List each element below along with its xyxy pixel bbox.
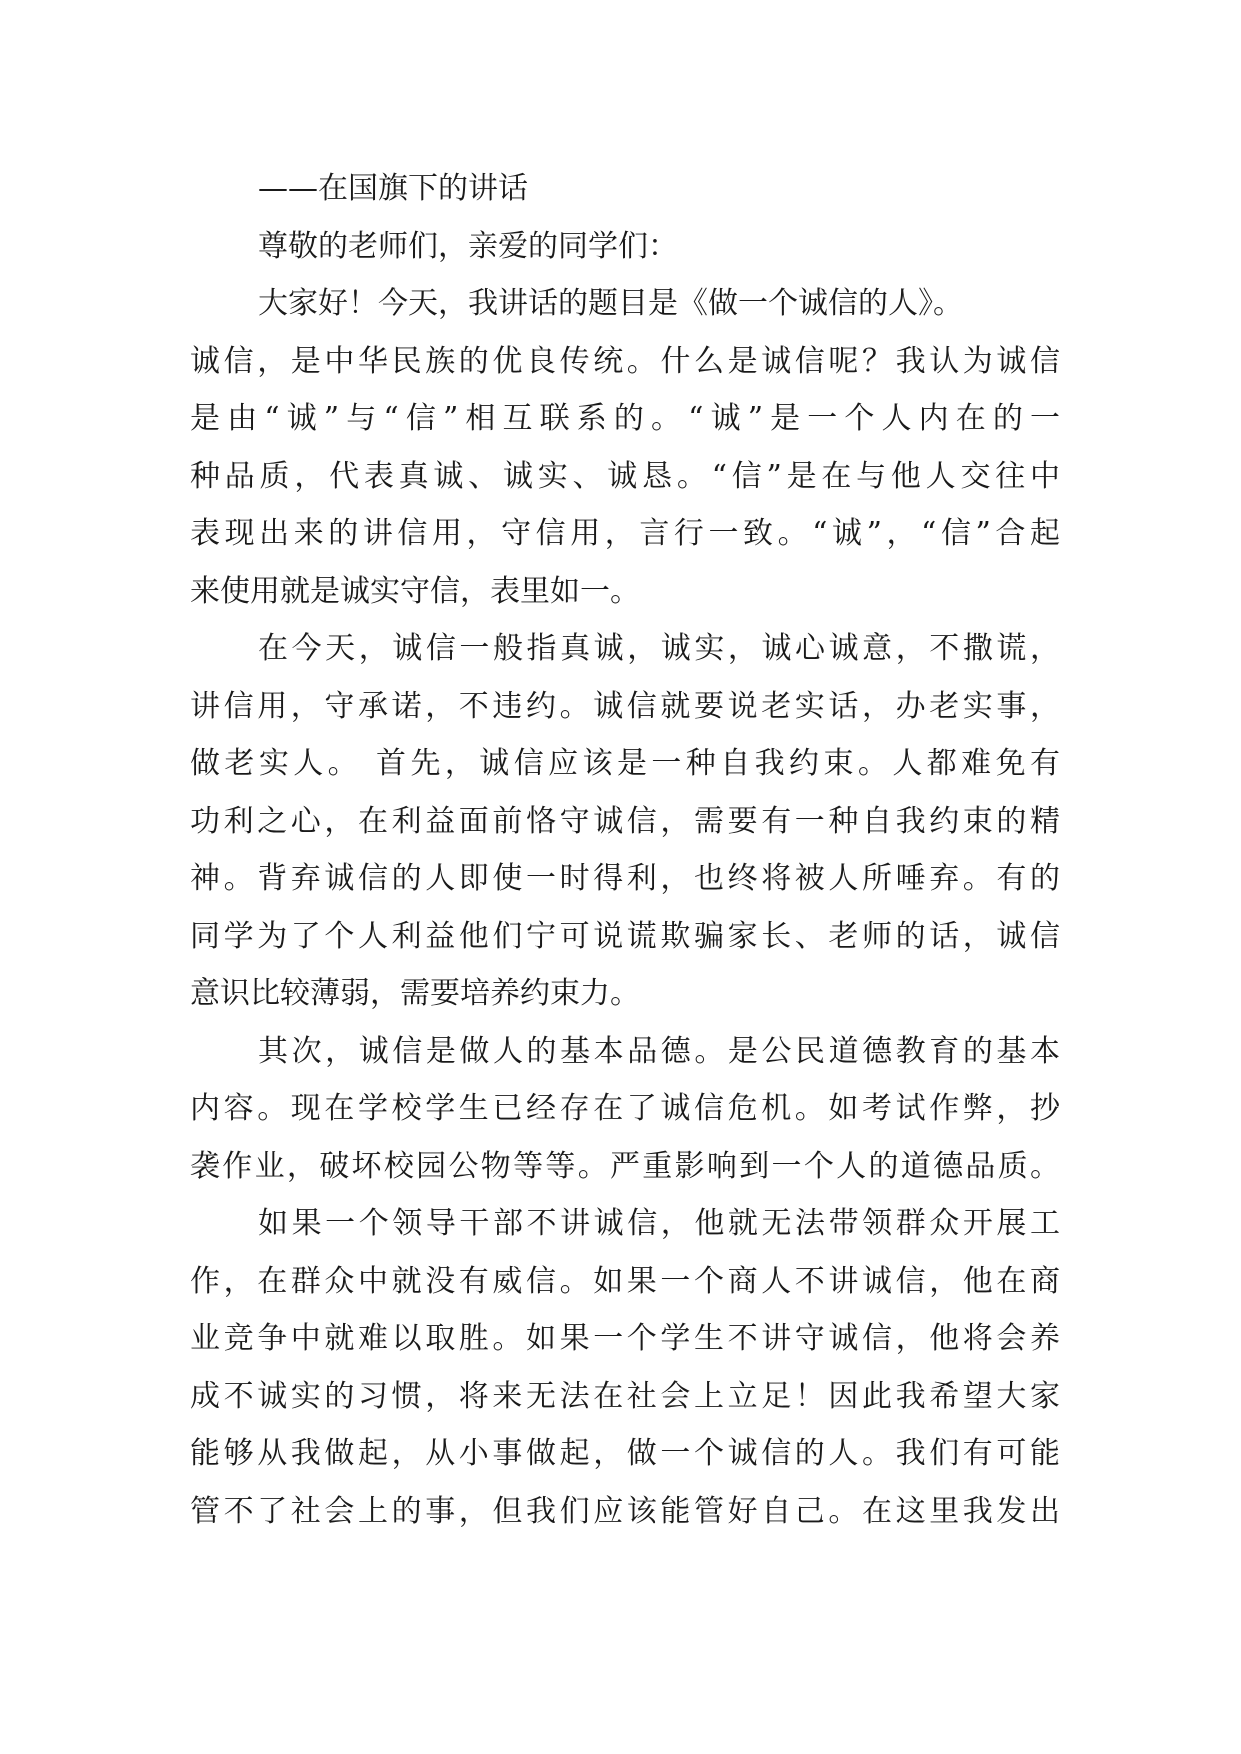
paragraph-1 xyxy=(190,275,1060,620)
paragraph-4 xyxy=(190,1195,1060,1540)
paragraph-line: 同学为了个人利益他们宁可说谎欺骗家长、老师的话，诚信 xyxy=(190,918,1060,954)
paragraph-line: 种品质，代表真诚、诚实、诚恳。“信”是在与他人交往中 xyxy=(190,458,1060,494)
paragraph-line: 业竞争中就难以取胜。如果一个学生不讲守诚信，他将会养 xyxy=(190,1321,1060,1356)
paragraph-line: 作，在群众中就没有威信。如果一个商人不讲诚信，他在商 xyxy=(190,1263,1060,1299)
paragraph-line: 意识比较薄弱，需要培养约束力。 xyxy=(190,976,640,1011)
paragraph-line: 来使用就是诚实守信，表里如一。 xyxy=(190,573,640,609)
paragraph-line: 做老实人。 首先，诚信应该是一种自我约束。人都难免有 xyxy=(190,746,1060,781)
paragraph-line: 其次，诚信是做人的基本品德。是公民道德教育的基本 xyxy=(258,1033,1060,1069)
paragraph-line: 神。背弃诚信的人即使一时得利，也终将被人所唾弃。有的 xyxy=(190,861,1060,896)
salutation: 尊敬的老师们，亲爱的同学们： xyxy=(258,228,678,264)
paragraph-line: 成不诚实的习惯，将来无法在社会上立足！因此我希望大家 xyxy=(190,1378,1060,1414)
paragraph-line: 诚信，是中华民族的优良传统。什么是诚信呢？我认为诚信 xyxy=(190,343,1060,379)
paragraph-line: 袭作业，破坏校园公物等等。严重影响到一个人的道德品质。 xyxy=(190,1148,1060,1184)
paragraph-3 xyxy=(190,1023,1060,1196)
paragraph-2 xyxy=(190,620,1060,1023)
paragraph-line: 能够从我做起，从小事做起，做一个诚信的人。我们有可能 xyxy=(190,1436,1060,1471)
paragraph-line: 大家好！今天，我讲话的题目是《做一个诚信的人》。 xyxy=(258,286,963,321)
paragraph-line: 如果一个领导干部不讲诚信，他就无法带领群众开展工 xyxy=(258,1206,1060,1241)
paragraph-line: 讲信用，守承诺，不违约。诚信就要说老实话，办老实事， xyxy=(190,688,1060,724)
paragraph-line: 是由“诚”与“信”相互联系的。“诚”是一个人内在的一 xyxy=(190,401,1060,436)
paragraph-line: 功利之心，在利益面前恪守诚信，需要有一种自我约束的精 xyxy=(190,803,1060,839)
speech-body xyxy=(190,160,1060,1540)
paragraph-line: 内容。现在学校学生已经存在了诚信危机。如考试作弊，抄 xyxy=(190,1091,1060,1126)
paragraph-line: 在今天，诚信一般指真诚，诚实，诚心诚意，不撒谎， xyxy=(258,631,1060,666)
speech-subtitle: ——在国旗下的讲话 xyxy=(258,171,528,206)
paragraph-line: 管不了社会上的事，但我们应该能管好自己。在这里我发出 xyxy=(190,1493,1060,1529)
paragraph-line: 表现出来的讲信用，守信用，言行一致。“诚”，“信”合起 xyxy=(190,516,1060,551)
